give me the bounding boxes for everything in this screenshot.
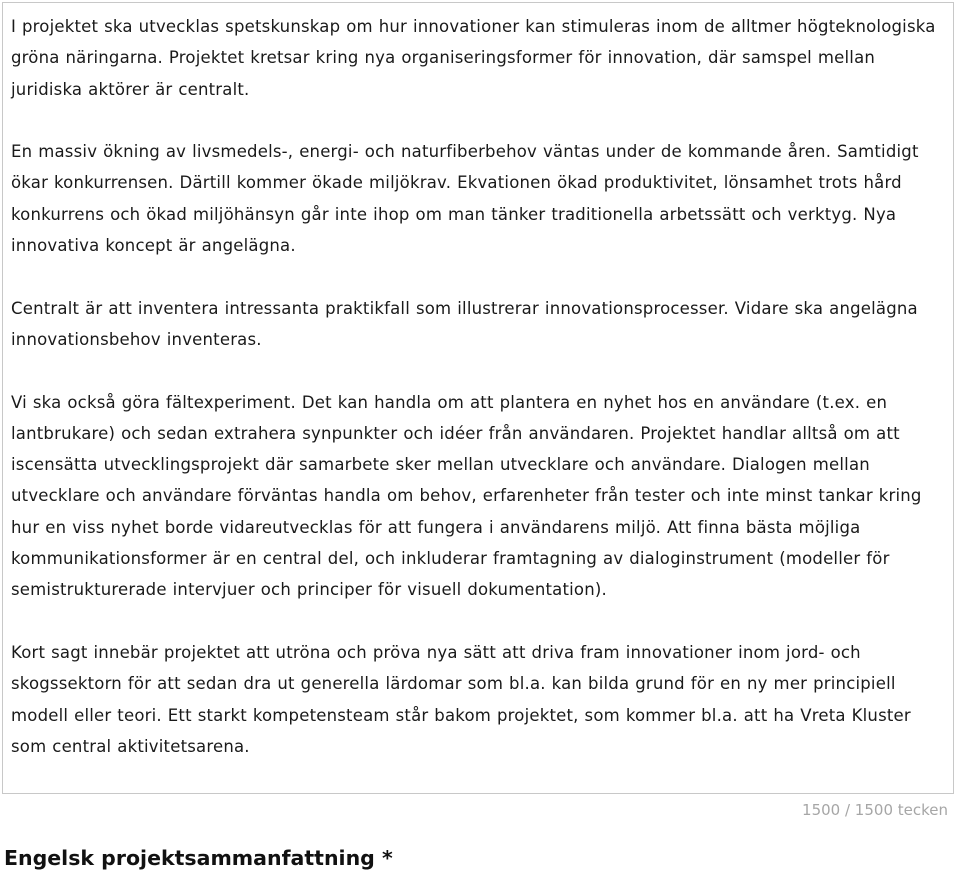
summary-paragraph-3: Centralt är att inventera intressanta praktikfall som illustrerar innovationsprocesser. Vidare ska angelägna innovationsbehov inventeras. [11, 298, 918, 349]
summary-paragraph-1: I projektet ska utvecklas spetskunskap om hur innovationer kan stimuleras inom de alltmer högteknologiska gröna näringarna. Projektet kretsar kring nya organiseringsformer för innovation, där samspel mellan juridiska aktörer är centralt. [11, 17, 936, 99]
summary-paragraph-2: En massiv ökning av livsmedels-, energi- och naturfiberbehov väntas under de kommande åren. Samtidigt ökar konkurrensen. Därtill kommer ökade miljökrav. Ekvationen ökad produktivitet, lönsamhet trots hård konkurrens och ökad miljöhänsyn går inte ihop om man tänker traditionella arbetssätt och verktyg. Nya innovativa koncept är angelägna. [11, 142, 919, 256]
english-summary-heading: Engelsk projektsammanfattning * [4, 846, 393, 870]
character-counter: 1500 / 1500 tecken [802, 801, 948, 819]
summary-paragraph-4: Vi ska också göra fältexperiment. Det kan handla om att plantera en nyhet hos en användare (t.ex. en lantbrukare) och sedan extrahera synpunkter och idéer från användaren. Projektet handlar alltså om att iscensätta utvecklingsprojekt där samarbete sker mellan utvecklare och användare. Dialogen mellan utvecklare och användare förväntas handla om behov, erfarenheter från tester och inte minst tankar kring hur en viss nyhet borde vidareutvecklas för att fungera i användarens miljö. Att finna bästa möjliga kommunikationsformer är en central del, och inkluderar framtagning av dialoginstrument (modeller för semistrukturerade intervjuer och principer för visuell dokumentation). [11, 392, 922, 600]
summary-paragraph-5: Kort sagt innebär projektet att utröna och pröva nya sätt att driva fram innovationer inom jord- och skogssektorn för att sedan dra ut generella lärdomar som bl.a. kan bilda grund för en ny mer principiell modell eller teori. Ett starkt kompetensteam står bakom projektet, som kommer bl.a. att ha Vreta Kluster som central aktivitetsarena. [11, 642, 911, 756]
swedish-summary-textarea[interactable] [2, 2, 954, 794]
